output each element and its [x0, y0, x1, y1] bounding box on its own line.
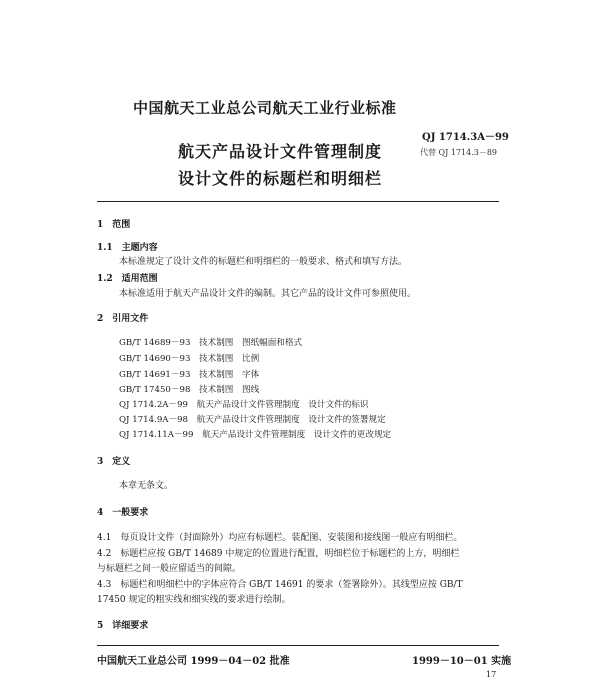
reference-item: QJ 1714.11A－99 航天产品设计文件管理制度 设计文件的更改规定	[119, 430, 392, 440]
replaces-standard: 代替 QJ 1714.3－89	[420, 148, 498, 157]
effective-date: 1999－10－01 实施	[412, 656, 512, 667]
issuing-organization: 中国航天工业总公司航天工业行业标准	[133, 99, 397, 117]
clause-4-2-line2: 与标题栏之间一般应留适当的间隙。	[97, 564, 242, 574]
reference-item: GB/T 14689－93 技术制图 图纸幅面和格式	[119, 338, 303, 348]
section-1-2-text: 本标准适用于航天产品设计文件的编制。其它产品的设计文件可参照使用。	[119, 289, 417, 299]
section-1-1-heading: 1.1 主题内容	[97, 243, 158, 253]
page-number: 17	[486, 670, 497, 679]
section-1-2-heading: 1.2 适用范围	[97, 274, 158, 284]
section-3-heading: 3 定义	[97, 457, 131, 467]
section-4-heading: 4 一般要求	[97, 508, 149, 518]
footer-divider	[97, 645, 499, 646]
section-1-heading: 1 范围	[97, 220, 131, 230]
reference-item: GB/T 17450－98 技术制图 图线	[119, 385, 260, 395]
approval-date: 中国航天工业总公司 1999－04－02 批准	[97, 656, 290, 667]
reference-item: QJ 1714.9A－98 航天产品设计文件管理制度 设计文件的签署规定	[119, 415, 386, 425]
clause-4-3-line2: 17450 规定的粗实线和细实线的要求进行绘制。	[97, 595, 291, 605]
clause-4-3-line1: 4.3 标题栏和明细栏中的字体应符合 GB/T 14691 的要求（签署除外）。其线型应按 GB/T	[97, 580, 463, 590]
document-title-line2: 设计文件的标题栏和明细栏	[178, 169, 383, 188]
section-3-text: 本章无条文。	[119, 481, 174, 491]
section-5-heading: 5 详细要求	[97, 621, 149, 631]
reference-item: QJ 1714.2A－99 航天产品设计文件管理制度 设计文件的标识	[119, 400, 369, 410]
reference-item: GB/T 14690－93 技术制图 比例	[119, 354, 260, 364]
section-2-heading: 2 引用文件	[97, 314, 149, 324]
clause-4-2-line1: 4.2 标题栏应按 GB/T 14689 中规定的位置进行配置，明细栏位于标题栏的上方，明细栏	[97, 549, 460, 559]
section-1-1-text: 本标准规定了设计文件的标题栏和明细栏的一般要求、格式和填写方法。	[119, 257, 408, 267]
standard-code: QJ 1714.3A－99	[422, 132, 509, 143]
header-divider	[97, 201, 499, 202]
reference-item: GB/T 14691－93 技术制图 字体	[119, 370, 260, 380]
clause-4-1: 4.1 每页设计文件（封面除外）均应有标题栏。装配图、安装图和接线图一般应有明细栏。	[97, 533, 463, 543]
document-title-line1: 航天产品设计文件管理制度	[178, 142, 383, 161]
